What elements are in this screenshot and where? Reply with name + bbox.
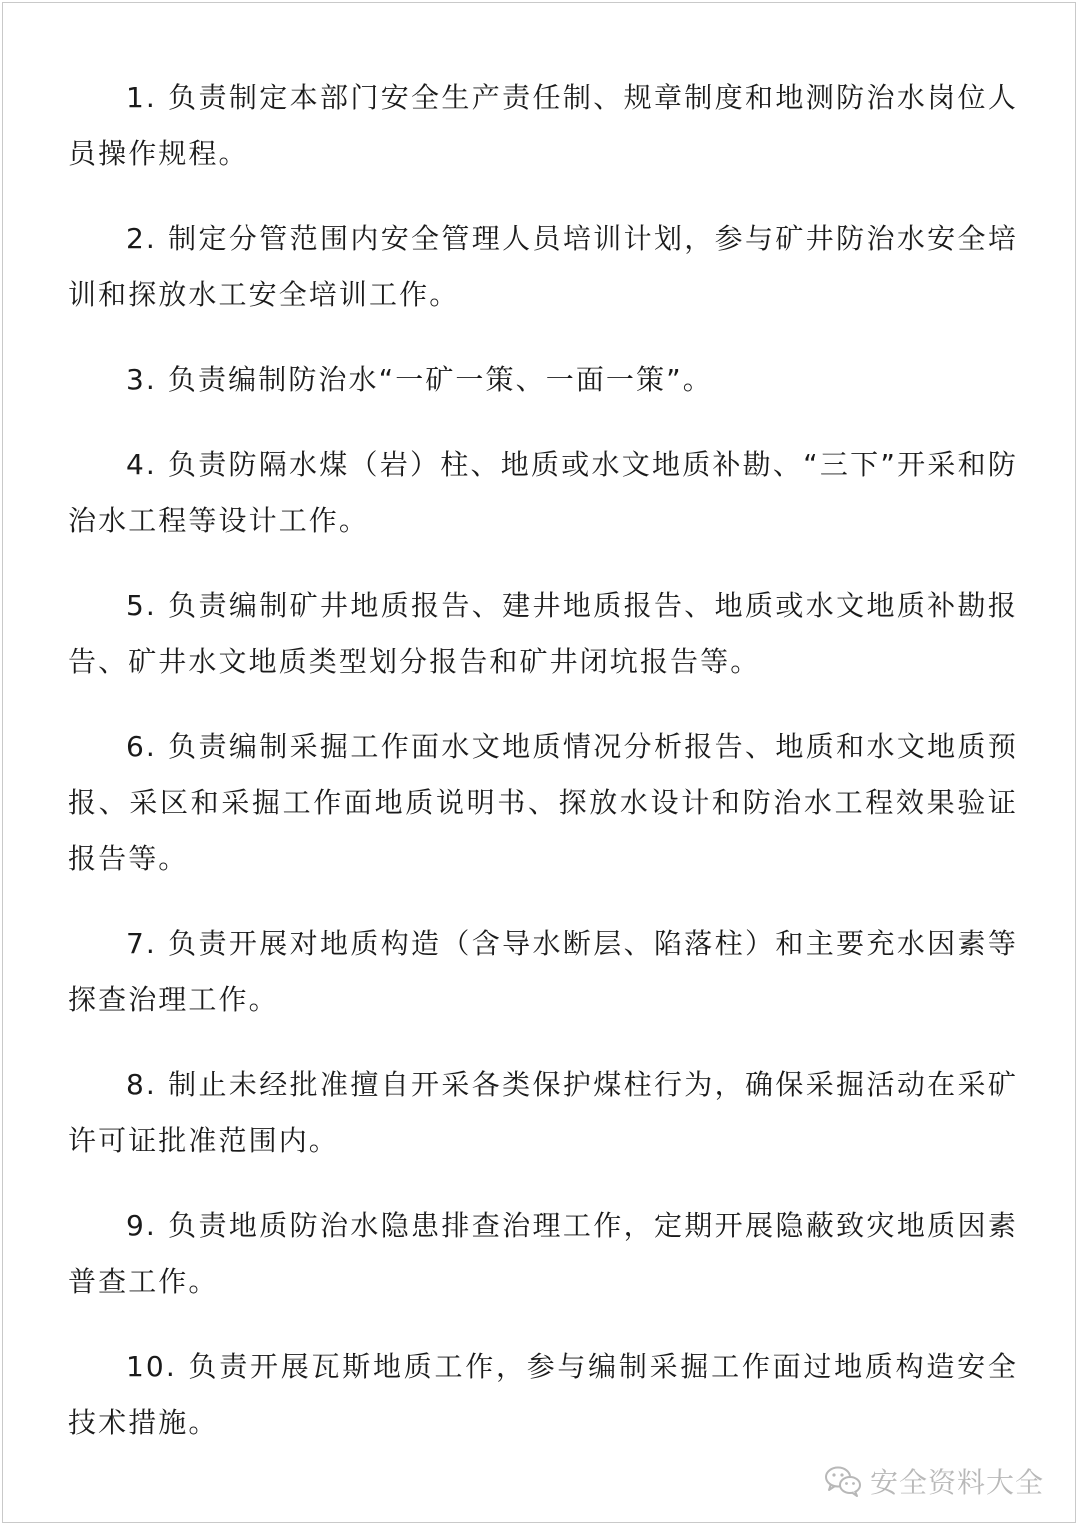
list-item: 5. 负责编制矿井地质报告、建井地质报告、地质或水文地质补勘报告、矿井水文地质类型划分报告和矿井闭坑报告等。 bbox=[68, 589, 1018, 678]
responsibility-list bbox=[68, 70, 1018, 1480]
list-item: 2. 制定分管范围内安全管理人员培训计划，参与矿井防治水安全培训和探放水工安全培训工作。 bbox=[68, 222, 1018, 311]
list-item: 6. 负责编制采掘工作面水文地质情况分析报告、地质和水文地质预报、采区和采掘工作面地质说明书、探放水设计和防治水工程效果验证报告等。 bbox=[68, 730, 1018, 875]
list-item: 3. 负责编制防治水“一矿一策、一面一策”。 bbox=[126, 363, 713, 396]
wechat-icon bbox=[824, 1465, 862, 1497]
list-item: 7. 负责开展对地质构造（含导水断层、陷落柱）和主要充水因素等探查治理工作。 bbox=[68, 927, 1018, 1016]
list-item: 1. 负责制定本部门安全生产责任制、规章制度和地测防治水岗位人员操作规程。 bbox=[68, 81, 1018, 170]
list-item: 4. 负责防隔水煤（岩）柱、地质或水文地质补勘、“三下”开采和防治水工程等设计工作。 bbox=[68, 448, 1018, 537]
list-item: 8. 制止未经批准擅自开采各类保护煤柱行为，确保采掘活动在采矿许可证批准范围内。 bbox=[68, 1068, 1018, 1157]
watermark-text: 安全资料大全 bbox=[869, 1466, 1044, 1499]
watermark bbox=[824, 1461, 1044, 1501]
list-item: 10. 负责开展瓦斯地质工作，参与编制采掘工作面过地质构造安全技术措施。 bbox=[68, 1350, 1018, 1439]
list-item: 9. 负责地质防治水隐患排查治理工作，定期开展隐蔽致灾地质因素普查工作。 bbox=[68, 1209, 1018, 1298]
